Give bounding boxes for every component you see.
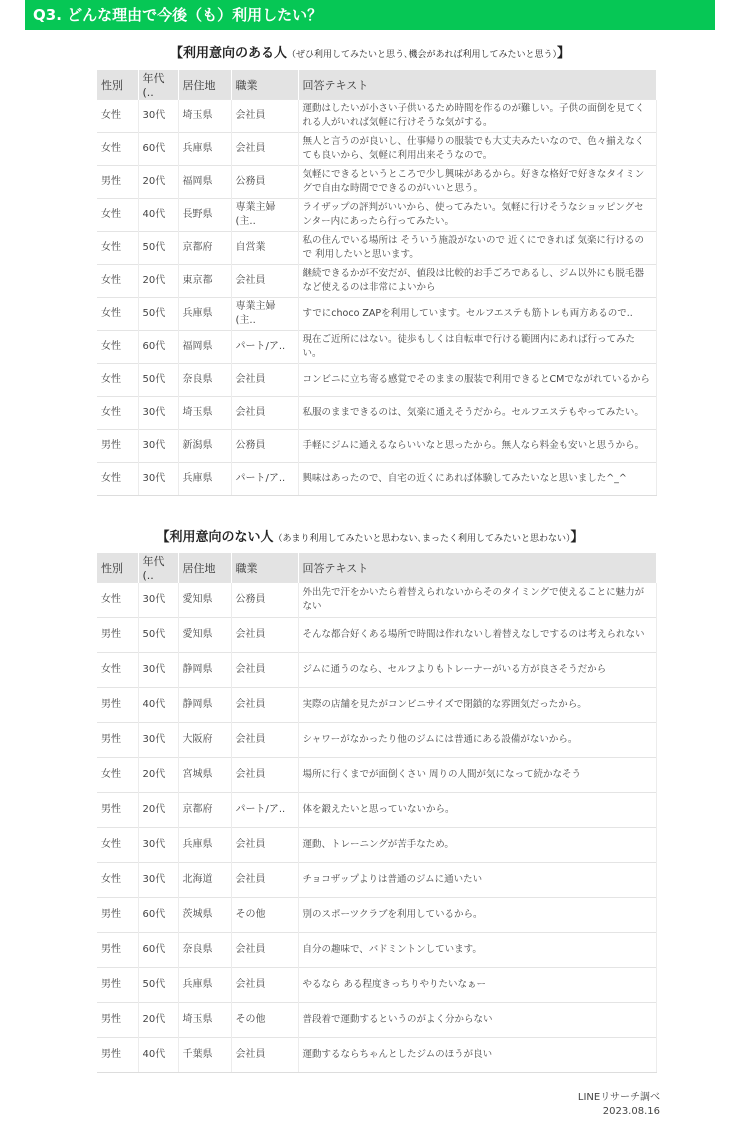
cell-answer: 自分の趣味で、バドミントンしています。	[298, 933, 657, 968]
cell-location: 埼玉県	[178, 100, 231, 133]
cell-location: 福岡県	[178, 166, 231, 199]
cell-job: パート/ア..	[231, 331, 298, 364]
cell-age: 60代	[138, 331, 178, 364]
cell-age: 50代	[138, 968, 178, 1003]
cell-job: 会社員	[231, 688, 298, 723]
table-row	[97, 583, 657, 618]
positive-section-title	[0, 42, 740, 61]
cell-location: 茨城県	[178, 898, 231, 933]
cell-gender: 女性	[97, 100, 138, 133]
survey-date: 2023.08.16	[602, 1106, 660, 1117]
cell-job: 会社員	[231, 265, 298, 298]
table-row	[97, 133, 657, 166]
cell-answer: 運動するならちゃんとしたジムのほうが良い	[298, 1038, 657, 1073]
cell-age: 30代	[138, 723, 178, 758]
cell-job: 自営業	[231, 232, 298, 265]
cell-gender: 男性	[97, 898, 138, 933]
cell-location: 兵庫県	[178, 298, 231, 331]
cell-job: 会社員	[231, 1038, 298, 1073]
cell-location: 兵庫県	[178, 133, 231, 166]
cell-answer: チョコザップよりは普通のジムに通いたい	[298, 863, 657, 898]
column-header: 性別	[97, 553, 138, 583]
table-row	[97, 265, 657, 298]
cell-gender: 男性	[97, 933, 138, 968]
cell-job: 会社員	[231, 933, 298, 968]
cell-answer: 運動、トレーニングが苦手なため。	[298, 828, 657, 863]
cell-age: 60代	[138, 133, 178, 166]
column-header: 職業	[231, 553, 298, 583]
table-row	[97, 298, 657, 331]
cell-job: 専業主婦 (主..	[231, 199, 298, 232]
cell-gender: 女性	[97, 828, 138, 863]
cell-job: 会社員	[231, 723, 298, 758]
cell-answer: コンビニに立ち寄る感覚でそのままの服装で利用できるとCMでながれているから	[298, 364, 657, 397]
cell-gender: 女性	[97, 331, 138, 364]
cell-gender: 女性	[97, 653, 138, 688]
cell-job: 会社員	[231, 100, 298, 133]
cell-gender: 女性	[97, 265, 138, 298]
cell-job: 会社員	[231, 653, 298, 688]
cell-location: 北海道	[178, 863, 231, 898]
cell-age: 50代	[138, 232, 178, 265]
table-row	[97, 723, 657, 758]
positive-title-close: 】	[557, 46, 571, 61]
cell-job: パート/ア..	[231, 463, 298, 496]
cell-age: 30代	[138, 653, 178, 688]
negative-section-title	[0, 526, 740, 545]
cell-gender: 女性	[97, 199, 138, 232]
table-row	[97, 199, 657, 232]
cell-age: 20代	[138, 166, 178, 199]
cell-location: 京都府	[178, 232, 231, 265]
cell-location: 京都府	[178, 793, 231, 828]
cell-gender: 女性	[97, 133, 138, 166]
cell-gender: 女性	[97, 758, 138, 793]
cell-age: 40代	[138, 199, 178, 232]
cell-job: 公務員	[231, 583, 298, 618]
source-note: LINEリサーチ調べ	[577, 1092, 660, 1103]
cell-answer: 場所に行くまでが面倒くさい 周りの人間が気になって続かなそう	[298, 758, 657, 793]
cell-age: 30代	[138, 397, 178, 430]
cell-answer: 興味はあったので、自宅の近くにあれば体験してみたいなと思いました^_^	[298, 463, 657, 496]
cell-answer: 無人と言うのが良いし、仕事帰りの服装でも大丈夫みたいなので、色々揃えなくても良いから、気軽に利用出来そうなので。	[298, 133, 657, 166]
cell-location: 奈良県	[178, 364, 231, 397]
table-row	[97, 898, 657, 933]
cell-answer: ジムに通うのなら、セルフよりもトレーナーがいる方が良さそうだから	[298, 653, 657, 688]
cell-location: 愛知県	[178, 618, 231, 653]
cell-age: 30代	[138, 863, 178, 898]
cell-job: 会社員	[231, 618, 298, 653]
table-row	[97, 618, 657, 653]
cell-location: 静岡県	[178, 653, 231, 688]
cell-answer: 別のスポーツクラブを利用しているから。	[298, 898, 657, 933]
cell-location: 新潟県	[178, 430, 231, 463]
table-row	[97, 653, 657, 688]
cell-location: 千葉県	[178, 1038, 231, 1073]
positive-subtitle: （ぜひ利用してみたいと思う､機会があれば利用してみたいと思う）	[286, 50, 557, 60]
cell-location: 宮城県	[178, 758, 231, 793]
cell-gender: 男性	[97, 618, 138, 653]
table-row	[97, 232, 657, 265]
negative-subtitle: （あまり利用してみたいと思わない､まったく利用してみたいと思わない）	[273, 534, 571, 544]
cell-job: 会社員	[231, 758, 298, 793]
cell-gender: 男性	[97, 166, 138, 199]
cell-age: 60代	[138, 933, 178, 968]
column-header: 居住地	[178, 70, 231, 100]
cell-age: 50代	[138, 364, 178, 397]
table-row	[97, 793, 657, 828]
cell-age: 20代	[138, 265, 178, 298]
column-header: 性別	[97, 70, 138, 100]
table-row	[97, 397, 657, 430]
negative-title-close: 】	[570, 530, 584, 545]
cell-gender: 男性	[97, 723, 138, 758]
table-row	[97, 364, 657, 397]
cell-answer: 運動はしたいが小さい子供いるため時間を作るのが難しい。子供の面倒を見てくれる人がいれば気軽に行けそうな気がする。	[298, 100, 657, 133]
cell-gender: 女性	[97, 583, 138, 618]
cell-answer: 私服のままできるのは、気楽に通えそうだから。セルフエステもやってみたい。	[298, 397, 657, 430]
cell-location: 兵庫県	[178, 968, 231, 1003]
cell-job: その他	[231, 898, 298, 933]
column-header: 回答テキスト	[298, 553, 657, 583]
table-row	[97, 758, 657, 793]
cell-answer: ライザップの評判がいいから、使ってみたい。気軽に行けそうなショッピングセンター内にあったら行ってみたい。	[298, 199, 657, 232]
cell-age: 50代	[138, 298, 178, 331]
cell-gender: 女性	[97, 397, 138, 430]
table-row	[97, 1003, 657, 1038]
cell-location: 福岡県	[178, 331, 231, 364]
page-title: Q3. どんな理由で今後（も）利用したい？	[25, 0, 715, 30]
table-row	[97, 331, 657, 364]
cell-age: 20代	[138, 793, 178, 828]
cell-gender: 女性	[97, 232, 138, 265]
cell-age: 30代	[138, 100, 178, 133]
table-row	[97, 863, 657, 898]
cell-answer: 継続できるかが不安だが、値段は比較的お手ごろであるし、ジム以外にも脱毛器など使えるのは非常によいから	[298, 265, 657, 298]
cell-age: 30代	[138, 430, 178, 463]
cell-gender: 男性	[97, 968, 138, 1003]
cell-location: 東京都	[178, 265, 231, 298]
cell-answer: すでにchoco ZAPを利用しています。セルフエステも筋トレも両方あるので..	[298, 298, 657, 331]
cell-gender: 男性	[97, 793, 138, 828]
cell-job: 会社員	[231, 133, 298, 166]
cell-age: 20代	[138, 758, 178, 793]
cell-job: 公務員	[231, 166, 298, 199]
table-row	[97, 430, 657, 463]
cell-job: 会社員	[231, 828, 298, 863]
cell-job: 公務員	[231, 430, 298, 463]
column-header: 年代 (..	[138, 553, 178, 583]
table-row	[97, 166, 657, 199]
positive-table	[97, 70, 657, 496]
cell-gender: 女性	[97, 364, 138, 397]
cell-answer: 普段着で運動するというのがよく分からない	[298, 1003, 657, 1038]
cell-location: 長野県	[178, 199, 231, 232]
cell-age: 40代	[138, 1038, 178, 1073]
cell-job: 会社員	[231, 397, 298, 430]
table-row	[97, 1038, 657, 1073]
cell-answer: 実際の店舗を見たがコンビニサイズで閉鎖的な雰囲気だったから。	[298, 688, 657, 723]
cell-gender: 女性	[97, 298, 138, 331]
cell-age: 30代	[138, 828, 178, 863]
cell-answer: 現在ご近所にはない。徒歩もしくは自転車で行ける範囲内にあれば行ってみたい。	[298, 331, 657, 364]
cell-age: 20代	[138, 1003, 178, 1038]
table-row	[97, 968, 657, 1003]
cell-answer: やるなら ある程度きっちりやりたいなぁー	[298, 968, 657, 1003]
cell-location: 大阪府	[178, 723, 231, 758]
positive-table-header	[97, 70, 657, 100]
cell-answer: 体を鍛えたいと思っていないから。	[298, 793, 657, 828]
column-header: 職業	[231, 70, 298, 100]
table-row	[97, 463, 657, 496]
cell-age: 50代	[138, 618, 178, 653]
cell-location: 埼玉県	[178, 397, 231, 430]
cell-location: 兵庫県	[178, 828, 231, 863]
positive-title: 【利用意向のある人	[169, 46, 287, 61]
cell-age: 40代	[138, 688, 178, 723]
cell-location: 兵庫県	[178, 463, 231, 496]
cell-job: 会社員	[231, 364, 298, 397]
cell-location: 静岡県	[178, 688, 231, 723]
cell-location: 愛知県	[178, 583, 231, 618]
cell-location: 埼玉県	[178, 1003, 231, 1038]
cell-job: 会社員	[231, 968, 298, 1003]
table-row	[97, 933, 657, 968]
cell-age: 30代	[138, 463, 178, 496]
cell-gender: 女性	[97, 463, 138, 496]
cell-gender: 男性	[97, 688, 138, 723]
cell-answer: シャワーがなかったり他のジムには普通にある設備がないから。	[298, 723, 657, 758]
column-header: 年代 (..	[138, 70, 178, 100]
cell-answer: 外出先で汗をかいたら着替えられないからそのタイミングで使えることに魅力がない	[298, 583, 657, 618]
table-row	[97, 100, 657, 133]
cell-gender: 男性	[97, 430, 138, 463]
cell-location: 奈良県	[178, 933, 231, 968]
cell-answer: 気軽にできるというところで少し興味があるから。好きな格好で好きなタイミングで自由な時間でできるのがいいと思う。	[298, 166, 657, 199]
negative-table-header	[97, 553, 657, 583]
cell-gender: 男性	[97, 1038, 138, 1073]
column-header: 回答テキスト	[298, 70, 657, 100]
cell-job: 会社員	[231, 863, 298, 898]
cell-job: パート/ア..	[231, 793, 298, 828]
cell-gender: 男性	[97, 1003, 138, 1038]
table-row	[97, 688, 657, 723]
cell-job: 専業主婦 (主..	[231, 298, 298, 331]
column-header: 居住地	[178, 553, 231, 583]
cell-job: その他	[231, 1003, 298, 1038]
cell-answer: 手軽にジムに通えるならいいなと思ったから。無人なら料金も安いと思うから。	[298, 430, 657, 463]
cell-answer: そんな都合好くある場所で時間は作れないし着替えなしでするのは考えられない	[298, 618, 657, 653]
cell-age: 60代	[138, 898, 178, 933]
cell-gender: 女性	[97, 863, 138, 898]
cell-age: 30代	[138, 583, 178, 618]
negative-table	[97, 553, 657, 1073]
cell-answer: 私の住んでいる場所は そういう施設がないので 近くにできれば 気楽に行けるので 利用したいと思います。	[298, 232, 657, 265]
negative-title: 【利用意向のない人	[156, 530, 274, 545]
table-row	[97, 828, 657, 863]
